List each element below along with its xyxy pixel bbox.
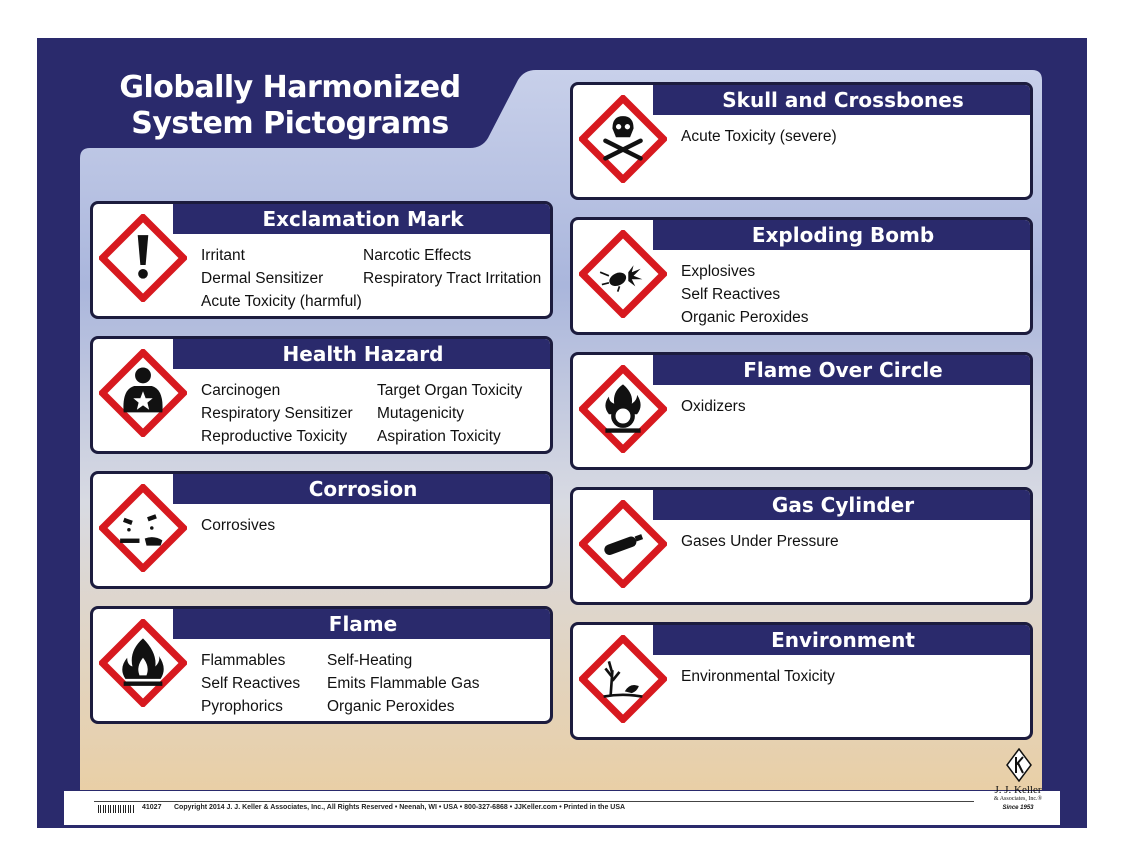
- card-corrosion: [90, 471, 553, 589]
- hazard-item: Mutagenicity: [377, 405, 465, 422]
- hazard-item: Dermal Sensitizer: [201, 270, 324, 287]
- logo-since: Since 1953: [1002, 805, 1034, 811]
- hazard-item: Reproductive Toxicity: [201, 428, 348, 445]
- hazard-item: Corrosives: [201, 517, 276, 534]
- hazard-item: Acute Toxicity (harmful): [201, 293, 362, 310]
- card-exploding-bomb: [570, 217, 1033, 335]
- hazard-item: Flammables: [201, 652, 286, 669]
- hazard-item: Gases Under Pressure: [681, 533, 839, 550]
- card-flame: [90, 606, 553, 724]
- product-code: 41027: [142, 804, 162, 811]
- footer-divider: [94, 801, 974, 802]
- hazard-item: Respiratory Sensitizer: [201, 405, 353, 422]
- hazard-item: Respiratory Tract Irritation: [363, 270, 542, 287]
- hazard-item: Aspiration Toxicity: [377, 428, 501, 445]
- hazard-item: Irritant: [201, 247, 245, 264]
- hazard-item: Target Organ Toxicity: [377, 382, 523, 399]
- hazard-item: Organic Peroxides: [327, 698, 455, 715]
- card-gas-cylinder: [570, 487, 1033, 605]
- logo-subtitle: & Associates, Inc.®: [993, 796, 1043, 802]
- jj-keller-logo: [988, 748, 1048, 818]
- card-environment: [570, 622, 1033, 740]
- card-flame-over-circle: [570, 352, 1033, 470]
- copyright-text: Copyright 2014 J. J. Keller & Associates, Inc., All Rights Reserved • Neenah, WI • USA • 800-327-6868 • JJKeller.com • Printed in the USA: [174, 804, 626, 811]
- environment-icon: [579, 635, 667, 723]
- exclamation-mark-icon: [99, 214, 187, 302]
- exploding-bomb-icon: [579, 230, 667, 318]
- card-title: Gas Cylinder: [653, 490, 1033, 520]
- hazard-item: Self Reactives: [681, 286, 781, 303]
- jj-keller-logo-icon: [1006, 748, 1032, 782]
- hazard-item: Environmental Toxicity: [681, 668, 835, 685]
- hazard-item: Explosives: [681, 263, 756, 280]
- hazard-item: Pyrophorics: [201, 698, 283, 715]
- card-title: Flame: [173, 609, 553, 639]
- flame-over-circle-icon: [579, 365, 667, 453]
- card-skull-and-crossbones: [570, 82, 1033, 200]
- hazard-item: Narcotic Effects: [363, 247, 472, 264]
- card-title: Corrosion: [173, 474, 553, 504]
- card-title: Exploding Bomb: [653, 220, 1033, 250]
- card-title: Skull and Crossbones: [653, 85, 1033, 115]
- barcode-icon: [98, 805, 134, 813]
- footer: [64, 791, 1060, 825]
- card-title: Environment: [653, 625, 1033, 655]
- health-hazard-icon: [99, 349, 187, 437]
- card-title: Exclamation Mark: [173, 204, 553, 234]
- hazard-item: Emits Flammable Gas: [327, 675, 480, 692]
- hazard-item: Carcinogen: [201, 382, 281, 399]
- corrosion-icon: [99, 484, 187, 572]
- flame-icon: [99, 619, 187, 707]
- card-title: Health Hazard: [173, 339, 553, 369]
- gas-cylinder-icon: [579, 500, 667, 588]
- hazard-item: Self-Heating: [327, 652, 413, 669]
- hazard-item: Oxidizers: [681, 398, 746, 415]
- card-title: Flame Over Circle: [653, 355, 1033, 385]
- card-health-hazard: [90, 336, 553, 454]
- hazard-item: Self Reactives: [201, 675, 301, 692]
- logo-name: J. J. Keller: [994, 784, 1042, 796]
- hazard-item: Acute Toxicity (severe): [681, 128, 837, 145]
- card-exclamation-mark: [90, 201, 553, 319]
- hazard-item: Organic Peroxides: [681, 309, 809, 326]
- skull-crossbones-icon: [579, 95, 667, 183]
- page-title: Globally Harmonized System Pictograms: [119, 70, 461, 141]
